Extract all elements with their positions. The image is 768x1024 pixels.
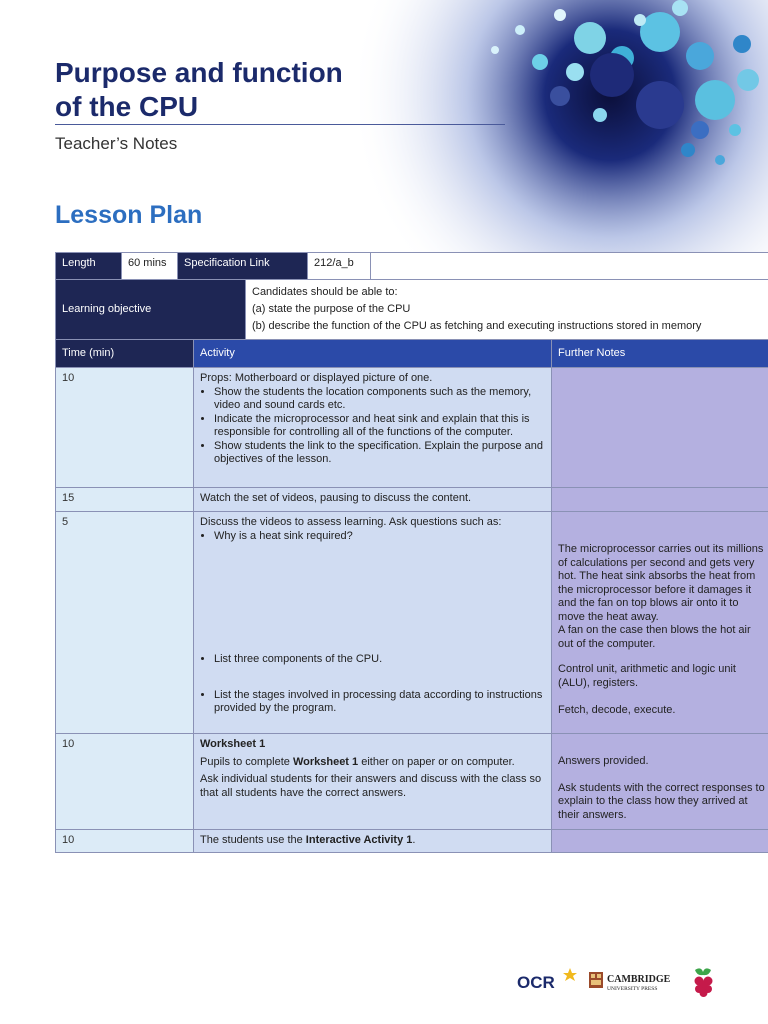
objective-line: (b) describe the function of the CPU as fetching and executing instructions stored in memory xyxy=(252,320,702,332)
objective-row xyxy=(56,280,768,340)
objective-label: Learning objective xyxy=(56,280,246,340)
row-time: 10 xyxy=(56,830,194,853)
col-notes-header: Further Notes xyxy=(552,340,768,368)
row-activity xyxy=(194,734,552,830)
length-label: Length xyxy=(56,253,122,280)
cambridge-logo-text: CAMBRIDGE xyxy=(607,974,671,985)
question-item: • List the stages involved in processing data according to instructions provided by the program. xyxy=(214,689,545,716)
col-activity-header: Activity xyxy=(194,340,552,368)
question-item: • List three components of the CPU. xyxy=(214,653,545,667)
objective-line: (a) state the purpose of the CPU xyxy=(252,303,411,315)
title-line-2: of the CPU xyxy=(55,91,199,122)
section-title: Lesson Plan xyxy=(55,201,203,229)
answer-text: A fan on the case then blows the hot air out of the computer. xyxy=(558,624,751,650)
row-activity xyxy=(194,368,552,488)
activity-intro: Discuss the videos to assess learning. Ask questions such as: xyxy=(200,516,502,528)
row-time: 10 xyxy=(56,368,194,488)
question-item: • Why is a heat sink required? xyxy=(214,530,545,544)
bullet-item: • Show students the link to the specification. Explain the purpose and objectives of the lesson. xyxy=(214,440,545,467)
cambridge-logo-subtext: UNIVERSITY PRESS xyxy=(607,986,658,992)
table-row xyxy=(56,368,768,488)
table-row xyxy=(56,488,768,512)
table-row xyxy=(56,512,768,734)
row-notes xyxy=(552,368,768,488)
table-row xyxy=(56,734,768,830)
col-time-header: Time (min) xyxy=(56,340,194,368)
question-list xyxy=(200,653,545,667)
objective-text xyxy=(246,280,768,340)
row-activity xyxy=(194,512,552,734)
objective-line: Candidates should be able to: xyxy=(252,286,398,298)
lesson-plan-table xyxy=(55,252,768,853)
ocr-logo-text: OCR xyxy=(517,973,555,992)
page-title xyxy=(55,56,343,124)
answer-text: Fetch, decode, execute. xyxy=(558,704,676,716)
worksheet-instruction: Pupils to complete Worksheet 1 either on paper or on computer. xyxy=(200,755,515,768)
ocr-logo xyxy=(517,968,577,992)
bullet-item: • Show the students the location components such as the memory, video and sound cards etc. xyxy=(214,386,545,413)
row-notes xyxy=(552,512,768,734)
worksheet-discussion: Ask individual students for their answers and discuss with the class so that all students have the correct answers. xyxy=(200,773,542,799)
question-list xyxy=(200,689,545,716)
row-notes xyxy=(552,488,768,512)
spec-label: Specification Link xyxy=(178,253,308,280)
row-time: 10 xyxy=(56,734,194,830)
row-notes xyxy=(552,830,768,853)
activity-bullets xyxy=(200,386,545,467)
title-divider xyxy=(55,124,505,125)
note-text: Ask students with the correct responses to explain to the class how they arrived at their answers. xyxy=(558,781,765,821)
activity-intro: Props: Motherboard or displayed picture of one. xyxy=(200,372,433,384)
answer-text: Control unit, arithmetic and logic unit (ALU), registers. xyxy=(558,663,736,689)
length-row xyxy=(56,253,768,280)
publisher-logos xyxy=(515,964,725,1000)
spec-value: 212/a_b xyxy=(308,253,371,280)
row-time: 5 xyxy=(56,512,194,734)
row-notes xyxy=(552,734,768,830)
row-activity: The students use the Interactive Activity 1. xyxy=(194,830,552,853)
question-list xyxy=(200,530,545,544)
title-line-1: Purpose and function xyxy=(55,57,343,88)
worksheet-heading: Worksheet 1 xyxy=(200,738,266,750)
table-row xyxy=(56,830,768,853)
length-value: 60 mins xyxy=(122,253,178,280)
raspberry-pi-icon xyxy=(695,968,713,997)
spec-empty xyxy=(371,253,768,280)
row-activity: Watch the set of videos, pausing to discuss the content. xyxy=(194,488,552,512)
subtitle: Teacher’s Notes xyxy=(55,134,178,153)
cambridge-logo xyxy=(589,972,671,992)
note-text: Answers provided. xyxy=(558,755,649,767)
answer-text: The microprocessor carries out its millions of calculations per second and gets very hot. The heat sink absorbs the heat from the microprocessor before it damages it and the fan on top blows air onto it to move the heat away. xyxy=(558,543,764,623)
column-header-row xyxy=(56,340,768,368)
bullet-item: • Indicate the microprocessor and heat sink and explain that this is responsible for controlling all of the functions of the computer. xyxy=(214,413,545,440)
row-time: 15 xyxy=(56,488,194,512)
